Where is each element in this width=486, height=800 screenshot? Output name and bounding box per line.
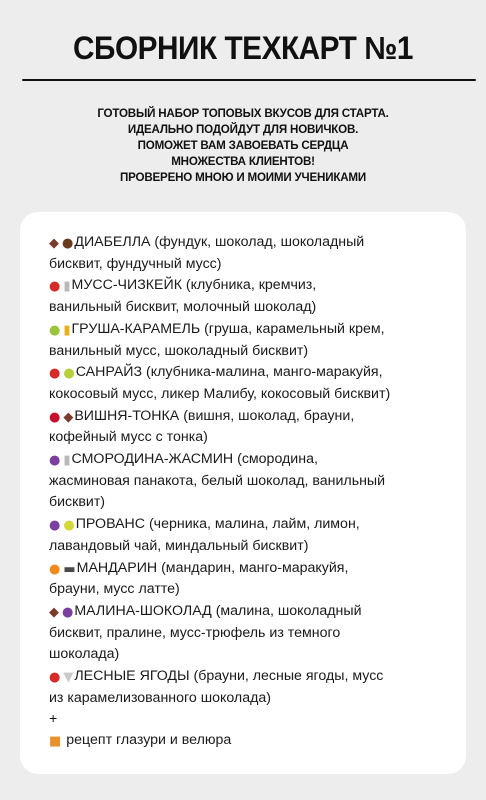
plus-sign: + bbox=[49, 711, 58, 728]
recipe-item bbox=[49, 406, 440, 449]
bonus-item bbox=[49, 730, 440, 752]
recipe-ingredients-line: кофейный мусс с тонка) bbox=[49, 429, 208, 446]
subtitle-line: ГОТОВЫЙ НАБОР ТОПОВЫХ ВКУСОВ ДЛЯ СТАРТА. bbox=[97, 107, 389, 120]
strawberry-icon: ● bbox=[49, 670, 61, 686]
recipe-ingredients-line: жасминовая панакота, белый шоколад, ванильный bbox=[49, 472, 386, 489]
recipe-name-line: МУСС-ЧИЗКЕЙК (клубника, кремчиз, bbox=[71, 277, 317, 294]
subtitle-line: ПОМОЖЕТ ВАМ ЗАВОЕВАТЬ СЕРДЦА bbox=[137, 139, 349, 152]
recipe-name-line: ВИШНЯ-ТОНКА (вишня, шоколад, брауни, bbox=[74, 407, 355, 424]
recipe-name-line: ДИАБЕЛЛА (фундук, шоколад, шоколадный bbox=[74, 234, 365, 250]
gift-icon: ■ bbox=[49, 734, 62, 750]
page-title: СБОРНИК ТЕХКАРТ №1 bbox=[72, 30, 413, 66]
recipe-ingredients-line: ванильный мусс, шоколадный бисквит) bbox=[49, 342, 309, 359]
dessert-glass-icon: ▼ bbox=[63, 670, 74, 686]
recipe-name-line: САНРАЙЗ (клубника-малина, манго-маракуйя, bbox=[75, 364, 383, 381]
subtitle-line: ИДЕАЛЬНО ПОДОЙДУТ ДЛЯ НОВИЧКОВ. bbox=[127, 123, 359, 136]
grapes-icon: ● bbox=[49, 518, 61, 534]
chocolate-icon: ◆ bbox=[49, 236, 59, 251]
recipe-item bbox=[49, 232, 440, 275]
subtitle-line: МНОЖЕСТВА КЛИЕНТОВ! bbox=[171, 155, 315, 168]
recipe-item bbox=[49, 275, 440, 318]
cherries-icon: ● bbox=[49, 409, 61, 425]
milk-glass-icon: ▮ bbox=[63, 453, 71, 469]
strawberry-icon: ● bbox=[49, 279, 61, 295]
recipe-item bbox=[49, 558, 440, 601]
recipe-ingredients-line: кокосовый мусс, ликер Малибу, кокосовый бисквит) bbox=[49, 385, 391, 402]
recipe-card bbox=[20, 212, 466, 774]
subtitle bbox=[40, 106, 446, 186]
recipe-item bbox=[49, 362, 440, 405]
title-underline bbox=[22, 79, 476, 81]
strawberry-icon: ● bbox=[49, 366, 61, 382]
recipe-name-line: МАЛИНА-ШОКОЛАД (малина, шоколадный bbox=[74, 602, 362, 619]
recipe-item bbox=[49, 601, 440, 666]
milk-glass-icon: ▮ bbox=[63, 279, 71, 295]
chocolate-icon: ◆ bbox=[63, 409, 74, 425]
recipe-ingredients-line: из карамелизованного шоколада) bbox=[49, 689, 271, 706]
recipe-name-line: ЛЕСНЫЕ ЯГОДЫ (брауни, лесные ягоды, мусс bbox=[74, 668, 384, 685]
lemon-icon: ● bbox=[63, 366, 75, 382]
honey-pot-icon: ▮ bbox=[63, 322, 71, 338]
recipe-name-line: ПРОВАНС (черника, малина, лайм, лимон, bbox=[75, 516, 360, 533]
recipe-ingredients-line: бисквит, фундучный мусс) bbox=[49, 255, 222, 272]
coconut-icon: ● bbox=[62, 236, 74, 251]
recipe-ingredients-line: бисквит) bbox=[49, 494, 106, 511]
recipe-item bbox=[49, 514, 440, 557]
pear-icon: ● bbox=[49, 322, 61, 338]
tangerine-icon: ● bbox=[49, 561, 61, 577]
coffee-cup-icon: ▬ bbox=[63, 561, 76, 577]
grapes-icon: ● bbox=[62, 604, 74, 620]
recipe-name-line: СМОРОДИНА-ЖАСМИН (смородина, bbox=[71, 451, 318, 468]
recipe-item bbox=[49, 319, 440, 362]
chocolate-icon: ◆ bbox=[49, 604, 59, 620]
recipe-ingredients-line: лавандовый чай, миндальный бисквит) bbox=[49, 537, 309, 554]
recipe-item bbox=[49, 449, 440, 514]
bonus-text: рецепт глазури и велюра bbox=[66, 732, 232, 749]
lime-icon: ● bbox=[63, 518, 75, 534]
recipe-item bbox=[49, 666, 440, 709]
recipe-name-line: МАНДАРИН (мандарин, манго-маракуйя, bbox=[76, 559, 349, 576]
recipe-name-line: ГРУША-КАРАМЕЛЬ (груша, карамельный крем, bbox=[71, 320, 385, 337]
recipe-ingredients-line: брауни, мусс латте) bbox=[49, 581, 180, 598]
grapes-icon: ● bbox=[49, 453, 61, 469]
recipe-ingredients-line: шоколада) bbox=[49, 646, 120, 663]
subtitle-line: ПРОВЕРЕНО МНОЮ И МОИМИ УЧЕНИКАМИ bbox=[120, 171, 366, 184]
recipe-ingredients-line: бисквит, пралине, мусс-трюфель из темного bbox=[49, 624, 341, 641]
recipe-ingredients-line: ванильный бисквит, молочный шоколад) bbox=[49, 299, 317, 316]
recipe-list bbox=[49, 232, 440, 709]
